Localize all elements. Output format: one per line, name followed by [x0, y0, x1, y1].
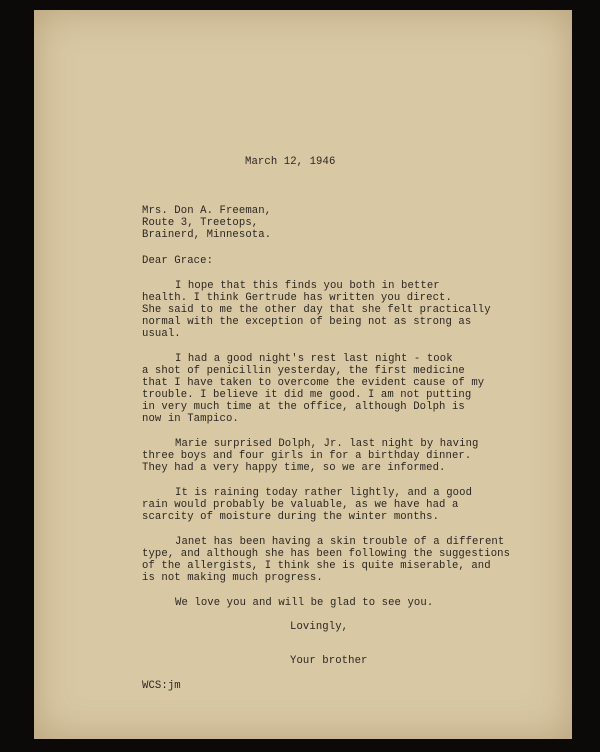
- paragraph-line: They had a very happy time, so we are informed.: [142, 462, 446, 474]
- paragraph-line: normal with the exception of being not as strong as: [142, 316, 472, 328]
- salutation: Dear Grace:: [142, 255, 214, 267]
- paragraph-line: usual.: [142, 328, 181, 340]
- paragraph-line: that I have taken to overcome the evident cause of my: [142, 377, 485, 389]
- paragraph-line: Janet has been having a skin trouble of a different: [175, 536, 505, 548]
- typist-initials: WCS:jm: [142, 680, 181, 692]
- paragraph-line: I hope that this finds you both in better: [175, 280, 440, 292]
- letter-body: [34, 10, 572, 739]
- paragraph-line: She said to me the other day that she felt practically: [142, 304, 491, 316]
- letter-date: March 12, 1946: [245, 156, 336, 168]
- paragraph-line: is not making much progress.: [142, 572, 323, 584]
- paragraph-line: now in Tampico.: [142, 413, 239, 425]
- address-line: Route 3, Treetops,: [142, 217, 259, 229]
- closing: Lovingly,: [290, 621, 349, 633]
- address-line: Brainerd, Minnesota.: [142, 229, 272, 241]
- paragraph-line: I had a good night's rest last night - took: [175, 353, 453, 365]
- paragraph-line: three boys and four girls in for a birthday dinner.: [142, 450, 472, 462]
- paragraph-line: type, and although she has been following the suggestions: [142, 548, 511, 560]
- paragraph-line: It is raining today rather lightly, and a good: [175, 487, 473, 499]
- address-line: Mrs. Don A. Freeman,: [142, 205, 272, 217]
- paragraph-line: rain would probably be valuable, as we have had a: [142, 499, 459, 511]
- letter-sheet: [34, 10, 572, 739]
- paragraph-line: We love you and will be glad to see you.: [175, 597, 434, 609]
- paragraph-line: of the allergists, I think she is quite miserable, and: [142, 560, 491, 572]
- paragraph-line: in very much time at the office, although Dolph is: [142, 401, 465, 413]
- paragraph-line: scarcity of moisture during the winter months.: [142, 511, 440, 523]
- paragraph-line: trouble. I believe it did me good. I am not putting: [142, 389, 472, 401]
- paragraph-line: health. I think Gertrude has written you direct.: [142, 292, 452, 304]
- paragraph-line: a shot of penicillin yesterday, the first medicine: [142, 365, 465, 377]
- signature-line: Your brother: [290, 655, 368, 667]
- paragraph-line: Marie surprised Dolph, Jr. last night by having: [175, 438, 479, 450]
